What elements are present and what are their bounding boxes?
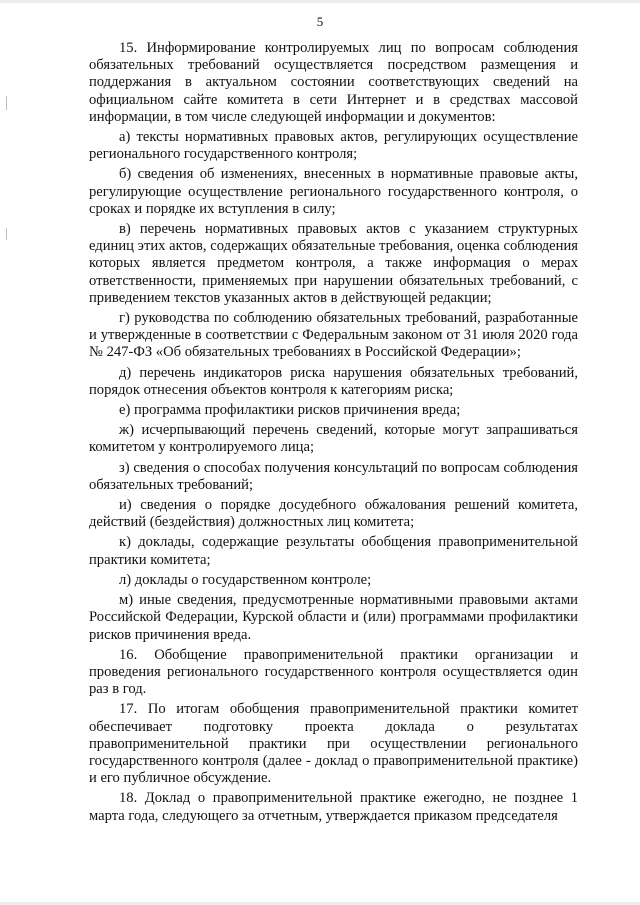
- list-item-b: б) сведения об изменениях, внесенных в нормативные правовые акты, регулирующие осуществление регионального государственного контроля, о сроках и порядке их вступления в силу;: [89, 166, 578, 217]
- document-body: [89, 40, 578, 828]
- list-item-m: м) иные сведения, предусмотренные нормативными правовыми актами Российской Федерации, Курской области и (или) программами профилактики рисков причинения вреда.: [89, 592, 578, 643]
- paragraph-16: 16. Обобщение правоприменительной практики организации и проведения регионального государственного контроля осуществляется один раз в год.: [89, 646, 578, 698]
- page-number: 5: [316, 14, 324, 29]
- paragraph-15: 15. Информирование контролируемых лиц по вопросам соблюдения обязательных требований осуществляется посредством размещения и поддержания в актуальном состоянии соответствующих сведений на официальном сайте комитета в сети Интернет и в средствах массовой информации, в том числе следующей информации и документов:: [89, 40, 578, 125]
- list-item-zh: ж) исчерпывающий перечень сведений, которые могут запрашиваться комитетом у контролируемого лица;: [89, 422, 578, 456]
- list-item-d: д) перечень индикаторов риска нарушения обязательных требований, порядок отнесения объектов контроля к категориям риска;: [89, 364, 578, 398]
- scan-margin-mark: [6, 228, 7, 240]
- list-item-a: а) тексты нормативных правовых актов, регулирующих осуществление регионального государственного контроля;: [89, 129, 578, 163]
- list-item-z: з) сведения о способах получения консультаций по вопросам соблюдения обязательных требований;: [89, 459, 578, 493]
- scan-edge-top: [0, 0, 640, 3]
- list-item-e: е) программа профилактики рисков причинения вреда;: [119, 402, 461, 419]
- list-item-k: к) доклады, содержащие результаты обобщения правоприменительной практики комитета;: [89, 534, 578, 568]
- paragraph-17: 17. По итогам обобщения правоприменительной практики комитет обеспечивает подготовку проекта доклада о результатах правоприменительной практики при осуществлении регионального государственного контроля (далее - доклад о правоприменительной практике) и его публичное обсуждение.: [89, 701, 578, 787]
- list-item-v: в) перечень нормативных правовых актов с указанием структурных единиц этих актов, содержащих обязательные требования, оценка соблюдения которых является предметом контроля, а также информация о мерах ответственности, применяемых при нарушении обязательных требований, с приведением текстов указанных актов в действующей редакции;: [89, 221, 578, 306]
- list-item-i: и) сведения о порядке досудебного обжалования решений комитета, действий (бездействия) должностных лиц комитета;: [89, 497, 578, 531]
- list-item-g: г) руководства по соблюдению обязательных требований, разработанные и утвержденные в соответствии с Федеральным законом от 31 июля 2020 года № 247-ФЗ «Об обязательных требованиях в Российской Федерации»;: [89, 310, 578, 361]
- scan-margin-mark: [6, 96, 7, 110]
- paragraph-18: 18. Доклад о правоприменительной практике ежегодно, не позднее 1 марта года, следующего за отчетным, утверждается приказом председателя: [89, 790, 578, 824]
- list-item-l: л) доклады о государственном контроле;: [119, 571, 372, 588]
